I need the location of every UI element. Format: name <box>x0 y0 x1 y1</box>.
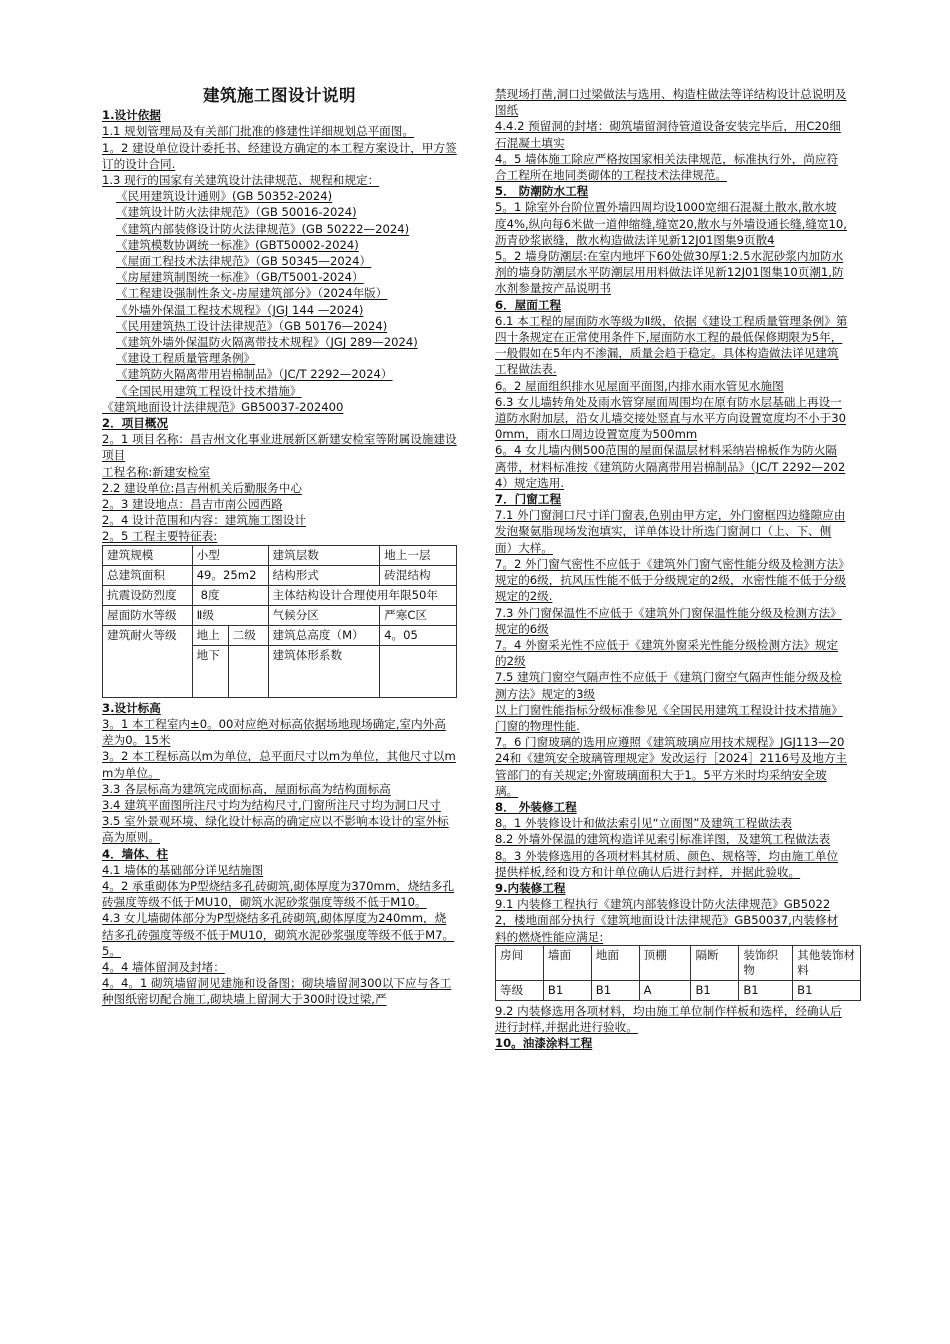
text-line: 1。2 建设单位设计委托书、经建设方确定的本工程方案设计，甲方签订的设计合同. <box>102 140 457 171</box>
text-line: 4.4.2 预留洞的封堵：砌筑墙留洞待管道设备安装完毕后，用C20细石混凝土填实 <box>495 119 841 150</box>
text-line: 1.3 现行的国家有关建筑设计法律规范、规程和规定： <box>102 173 380 188</box>
text-line: 3.5 室外景观环境、绿化设计标高的确定应以不影响本设计的室外标高为原则。 <box>102 814 449 845</box>
table-cell: 建筑规模 <box>103 545 193 565</box>
table-cell: 抗震设防烈度 <box>103 585 193 605</box>
text-line: 3。1 本工程室内±0。00对应绝对标高依据场地现场确定,室内外高差为0。15米 <box>102 716 446 748</box>
text-line: 3.3 各层标高为建筑完成面标高，屋面标高为结构面标高 <box>102 781 391 796</box>
table-header-cell: 地面 <box>591 945 639 980</box>
text-line: 7。2 外门窗气密性不应低于《建筑外门窗气密性能分级及检测方法》规定的6级，抗风压性能不低于分级规定的2级，水密性能不低于分级规定的2级. <box>495 556 846 604</box>
standard-item: 《民用建筑设计通则》(GB 50352-2024) <box>116 189 333 204</box>
text-line: 3。2 本工程标高以m为单位，总平面尺寸以m为单位，其他尺寸以mm为单位。 <box>102 749 456 780</box>
table-cell <box>228 645 268 697</box>
standard-item: 《全国民用建筑工程设计技术措施》 <box>116 383 302 398</box>
text-line: 2。3 建设地点：昌吉市南公园西路 <box>102 497 283 512</box>
interior-material-table <box>495 945 861 1001</box>
table-header-cell: 墙面 <box>543 945 591 980</box>
standard-item: 《工程建设强制性条文-房屋建筑部分》（2024年版） <box>116 286 388 301</box>
section-heading-project-overview: 2．项目概况 <box>102 416 169 431</box>
table-cell: 建筑总高度（M） <box>268 625 380 645</box>
text-line: 7.5 建筑门窗空气隔声性不应低于《建筑门窗空气隔声性能分级及检测方法》规定的3级 <box>495 670 842 701</box>
table-cell: 地下 <box>192 645 228 697</box>
text-line: 6.1 本工程的屋面防水等级为Ⅱ级，依据《建设工程质量管理条例》第四十条规定在正常使用条件下,屋面防水工程的最低保修期限为5年，一般假如在5年内不渗漏，质量会趋于稳定。具体构造做法详见建筑工程做法表. <box>495 313 848 377</box>
section-heading-waterproofing: 5． 防潮防水工程 <box>495 184 589 199</box>
table-row <box>103 605 457 625</box>
table-cell: B1 <box>543 980 591 1000</box>
table-header-cell: 隔断 <box>691 945 739 980</box>
text-line: 7.3 外门窗保温性不应低于《建筑外门窗保温性能分级及检测方法》规定的6级 <box>495 605 842 636</box>
text-line: 2。1 项目名称：昌吉州文化事业进展新区新建安检室等附属设施建设项目 <box>102 432 457 463</box>
text-line: 7。4 外窗采光性不应低于《建筑外窗采光性能分级检测方法》规定的2级 <box>495 637 839 669</box>
table-cell: B1 <box>793 980 861 1000</box>
table-row <box>103 545 457 565</box>
text-line: 2。5 工程主要特征表: <box>102 529 218 544</box>
text-line: 4。5 墙体施工除应严格按国家相关法律规范，标准执行外，尚应符合工程所在地同类砌体的工程技术法律规范。 <box>495 151 839 183</box>
table-cell: B1 <box>739 980 793 1000</box>
table-cell <box>380 645 457 697</box>
table-row <box>496 945 861 980</box>
text-line: 4.1 墙体的基础部分详见结施图 <box>102 862 264 877</box>
text-line: 8.2 外墙外保温的建筑构造详见索引标准详图，及建筑工程做法表 <box>495 832 831 847</box>
table-row <box>103 565 457 585</box>
table-cell: 严寒C区 <box>380 605 457 625</box>
table-header-cell: 其他装饰材料 <box>793 945 861 980</box>
text-line: 工程名称:新建安检室 <box>102 464 211 479</box>
text-line: 3.4 建筑平面图所注尺寸均为结构尺寸,门窗所注尺寸均为洞口尺寸 <box>102 797 441 812</box>
table-cell: 二级 <box>228 625 268 645</box>
table-header-cell: 顶棚 <box>639 945 691 980</box>
table-cell: 气候分区 <box>268 605 380 625</box>
text-line: 6.3 女儿墙转角处及雨水管穿屋面周围均在原有防水层基础上再设一道防水附加层，沿女儿墙交接处竖直与水平方向设置宽度均不小于300mm，雨水口周边设置宽度为500mm <box>495 394 846 442</box>
standard-item: 《屋面工程技术法律规范》（GB 50345—2024） <box>116 254 372 269</box>
table-cell: 建筑耐火等级 <box>103 625 193 697</box>
table-cell: 建筑体形系数 <box>268 645 380 697</box>
table-cell: 屋面防水等级 <box>103 605 193 625</box>
standard-item: 《房屋建筑制图统一标准》（GB/T5001-2024） <box>116 270 364 285</box>
table-cell: 小型 <box>192 545 268 565</box>
standard-item: 《建设工程质量管理条例》 <box>116 351 256 366</box>
text-line: 2.2 建设单位:昌吉州机关后勤服务中心 <box>102 480 302 495</box>
text-line: 4。4。1 砌筑墙留洞见建施和设备图；砌块墙留洞300以下应与各工种图纸密切配合施工,砌块墙上留洞大于300时设过梁,严 <box>102 976 452 1007</box>
left-column <box>102 86 457 1008</box>
text-line: 9.1 内装修工程执行《建筑内部装修设计防火法律规范》GB50222，楼地面部分执行《建筑地面设计法律规范》GB50037,内装修材料的燃烧性能应满足: <box>495 897 839 944</box>
text-line: 4。2 承重砌体为P型烧结多孔砖砌筑,砌体厚度为370mm，烧结多孔砖强度等级不低于MU10，砌筑水泥砂浆强度等级不低于M10。 <box>102 878 455 910</box>
section-heading-roof: 6．屋面工程 <box>495 297 562 312</box>
standard-item: 《建筑外墙外保温防火隔离带技术规程》（JGJ 289—2024) <box>116 335 418 350</box>
table-cell: 总建筑面积 <box>103 565 193 585</box>
standard-item: 《建筑内部装修设计防火法律规范》(GB 50222—2024) <box>116 221 410 236</box>
section-heading-interior-finish: 9.内装修工程 <box>495 880 566 895</box>
text-line: 禁现场打凿,洞口过梁做法与选用、构造柱做法等详结构设计总说明及图纸 <box>495 87 847 118</box>
standard-item: 《民用建筑热工设计法律规范》（GB 50176—2024) <box>116 318 388 333</box>
table-cell: 建筑层数 <box>268 545 380 565</box>
text-line: 8。1 外装修设计和做法索引见“立面图”及建筑工程做法表 <box>495 816 793 831</box>
table-row <box>103 625 457 645</box>
table-cell: Ⅱ级 <box>192 605 268 625</box>
table-cell: 结构形式 <box>268 565 380 585</box>
text-line: 4.3 女儿墙砌体部分为P型烧结多孔砖砌筑,砌体厚度为240mm，烧结多孔砖强度等级不低于MU10，砌筑水泥砂浆强度等级不低于M7。5。 <box>102 911 455 958</box>
text-line: 2。4 设计范围和内容：建筑施工图设计 <box>102 513 306 528</box>
table-cell: B1 <box>691 980 739 1000</box>
table-cell: 8度 <box>192 585 268 605</box>
table-cell: 49。25m2 <box>192 565 268 585</box>
text-line: 6。4 女儿墙内侧500范围的屋面保温层材料采纳岩棉板作为防火隔离带，材料标准按《建筑防火隔离带用岩棉制品》（JC/T 2292—2024）规定选用. <box>495 443 846 490</box>
right-column <box>495 86 856 1051</box>
table-cell: 4。05 <box>380 625 457 645</box>
text-line: 1.1 规划管理局及有关部门批准的修建性详细规划总平面图。 <box>102 124 414 139</box>
table-cell: B1 <box>591 980 639 1000</box>
standard-item: 《外墙外保温工程技术规程》（JGJ 144 —2024) <box>116 302 364 317</box>
text-line: 7.1 外门窗洞口尺寸详门窗表,色别由甲方定，外门窗框四边缝隙应由发泡聚氨脂现场发泡填实，详单体设计所选门窗洞口（上、下、侧面）大样。 <box>495 508 846 555</box>
table-cell: A <box>639 980 691 1000</box>
table-header-cell: 装饰织物 <box>739 945 793 980</box>
standard-item: 《建筑模数协调统一标准》(GBT50002-2024) <box>116 237 359 252</box>
table-row <box>103 585 457 605</box>
text-line: 6。2 屋面组织排水见屋面平面图,内排水雨水管见水施图 <box>495 378 784 393</box>
table-cell: 地上 <box>192 625 228 645</box>
text-line: 5。1 除室外台阶位置外墙四周均设1000宽细石混凝土散水,散水坡度4%,纵向每6米做一道伸缩缝,缝宽20,散水与外墙设通长缝,缝宽10,沥青砂浆嵌缝，散水构造做法详见新12J01图集9页散4 <box>495 200 847 247</box>
section-heading-paint: 10。油漆涂料工程 <box>495 1036 593 1051</box>
table-cell: 砖混结构 <box>380 565 457 585</box>
text-line: 5。2 墙身防潮层:在室内地坪下60处做30厚1:2.5水泥砂浆内加防水剂的墙身防潮层水平防潮层用用料做法详见新12J01图集10页潮1,防水剂参量按产品说明书 <box>495 249 844 296</box>
section-heading-elevations: 3.设计标高 <box>102 700 161 715</box>
table-cell: 主体结构设计合理使用年限50年 <box>268 585 457 605</box>
section-heading-doors-windows: 7．门窗工程 <box>495 492 562 507</box>
section-heading-walls: 4．墙体、柱 <box>102 846 169 861</box>
document-title: 建筑施工图设计说明 <box>203 86 356 105</box>
text-line: 9.2 内装修选用各项材料，均由施工单位制作样板和选样，经确认后进行封样,并据此进行验收。 <box>495 1003 842 1034</box>
text-line: 以上门窗性能指标分级标准参见《全国民用建筑工程设计技术措施》门窗的物理性能. <box>495 702 843 733</box>
text-line: 8。3 外装修选用的各项材料其材质、颜色、规格等，均由施工单位提供样板,经和设方和计单位确认后进行封样，并据此验收。 <box>495 848 839 879</box>
section-heading-exterior-finish: 8． 外装修工程 <box>495 799 577 814</box>
text-line: 4。4 墙体留洞及封堵： <box>102 959 225 974</box>
text-line: 7。6 门窗玻璃的选用应遵照《建筑玻璃应用技术规程》JGJ113—2024和《建筑安全玻璃管理规定》发改运行［2024］2116号及地方主管部门的有关规定;外窗玻璃面积大于1。5平方米时均采纳安全玻璃。 <box>495 735 848 798</box>
table-cell: 地上一层 <box>380 545 457 565</box>
standard-item: 《建筑设计防火法律规范》（GB 50016-2024) <box>116 205 357 220</box>
section-heading-design-basis: 1.设计依据 <box>102 108 161 123</box>
standard-item: 《建筑地面设计法律规范》GB50037-202400 <box>102 399 344 414</box>
project-features-table <box>102 545 457 698</box>
standard-item: 《建筑防火隔离带用岩棉制品》（JC/T 2292—2024） <box>116 367 393 382</box>
table-row <box>496 980 861 1000</box>
table-header-cell: 房间 <box>496 945 544 980</box>
table-cell: 等级 <box>496 980 544 1000</box>
